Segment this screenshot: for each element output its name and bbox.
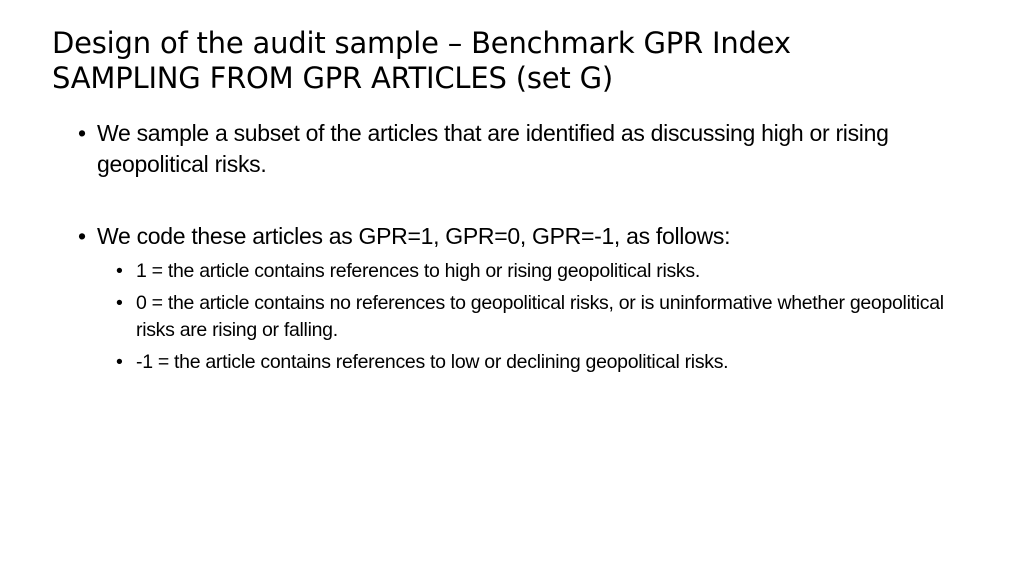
bullet-text: We sample a subset of the articles that are identified as discussing high or rising geopolitical risks. [97,120,889,177]
sub-bullet-icon: • [116,351,123,373]
sub-bullet-list [97,258,958,376]
sub-bullet-text: 1 = the article contains references to high or rising geopolitical risks. [136,260,700,282]
bullet-list [78,118,958,376]
slide-body [78,118,958,381]
sub-bullet-icon: • [116,292,123,314]
bullet-item [78,118,958,180]
slide-title [52,26,992,96]
bullet-item [78,221,958,376]
sub-bullet-text: -1 = the article contains references to low or declining geopolitical risks. [136,351,729,373]
slide-title-line-1: Design of the audit sample – Benchmark GPR Index [52,26,791,60]
sub-bullet-item [116,349,958,376]
bullet-text: We code these articles as GPR=1, GPR=0, GPR=-1, as follows: [97,223,731,249]
bullet-icon: • [78,223,86,249]
sub-bullet-item [116,290,958,344]
slide-title-line-2: SAMPLING FROM GPR ARTICLES (set G) [52,61,613,95]
sub-bullet-item [116,258,958,285]
sub-bullet-icon: • [116,260,123,282]
sub-bullet-text: 0 = the article contains no references to geopolitical risks, or is uninformative whether geopolitical risks are rising or falling. [136,292,944,341]
bullet-icon: • [78,120,86,146]
